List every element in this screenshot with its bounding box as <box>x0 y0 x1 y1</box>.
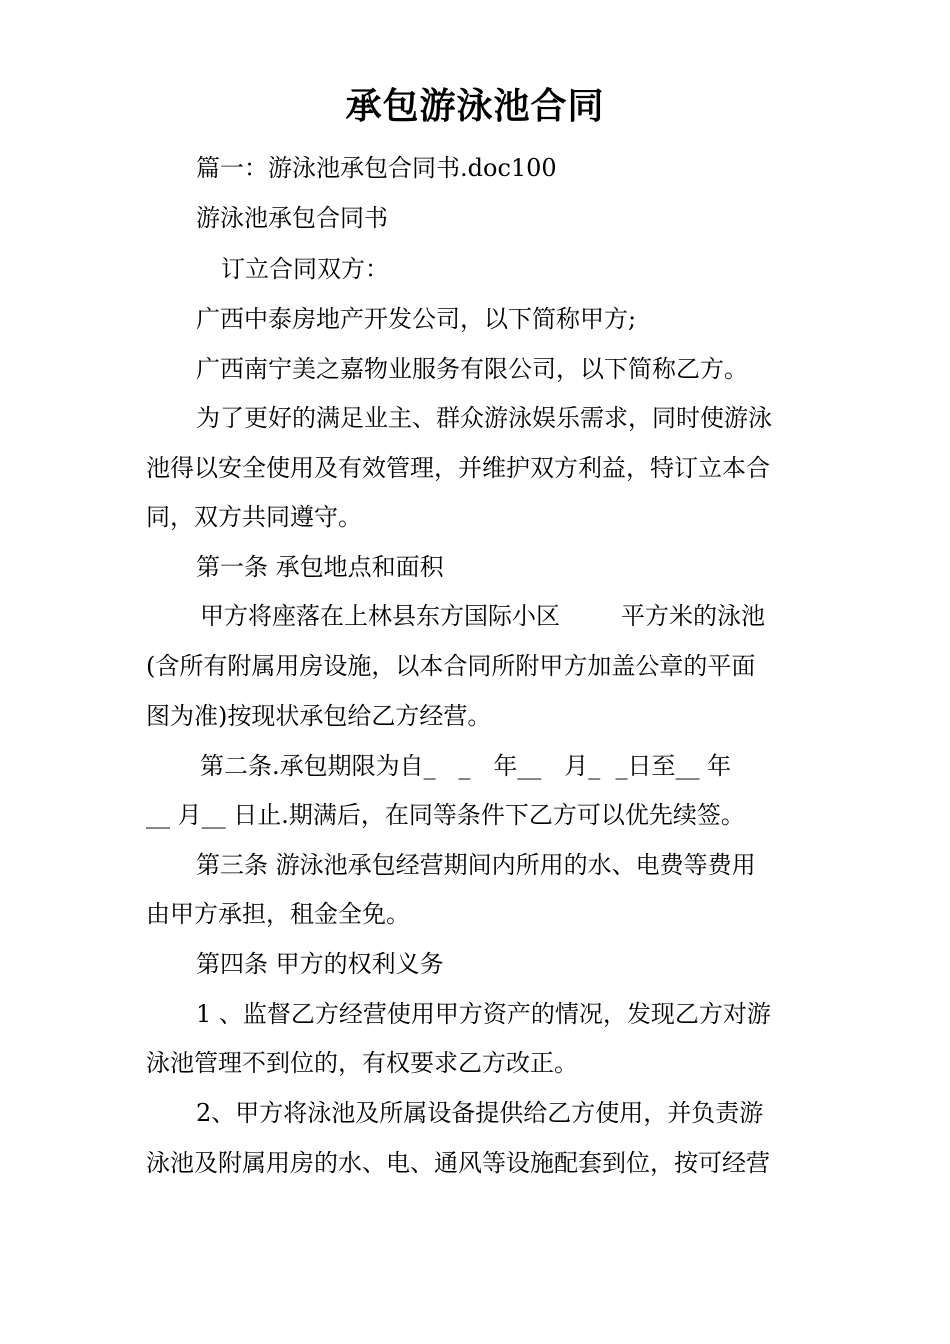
article-4-item-2-line: 2、甲方将泳池及所属设备提供给乙方使用，并负责游 <box>196 1099 764 1127</box>
article-2-line: __ 月__ 日止.期满后，在同等条件下乙方可以优先续签。 <box>146 801 745 829</box>
article-2-line: 第二条.承包期限为自_ _ 年__ 月_ _日至__ 年 <box>200 752 732 780</box>
party-b: 广西南宁美之嘉物业服务有限公司，以下简称乙方。 <box>196 355 748 383</box>
document-title: 承包游泳池合同 <box>345 86 605 127</box>
document-subtitle: 篇一：游泳池承包合同书.doc100 <box>196 154 557 182</box>
intro-line: 为了更好的满足业主、群众游泳娱乐需求，同时使游泳 <box>196 404 772 432</box>
article-1-title: 第一条 承包地点和面积 <box>196 553 444 581</box>
article-4-item-1-line: 泳池管理不到位的，有权要求乙方改正。 <box>146 1049 578 1077</box>
contract-heading: 游泳池承包合同书 <box>196 204 388 232</box>
party-a: 广西中泰房地产开发公司，以下简称甲方; <box>196 305 637 333</box>
intro-line: 池得以安全使用及有效管理，并维护双方利益，特订立本合 <box>146 454 770 482</box>
article-3-line: 第三条 游泳池承包经营期间内所用的水、电费等费用 <box>196 851 756 879</box>
article-1-line: 甲方将座落在上林县东方国际小区 平方米的泳池 <box>200 602 766 630</box>
article-3-line: 由甲方承担，租金全免。 <box>146 900 410 928</box>
intro-line: 同，双方共同遵守。 <box>146 503 362 531</box>
article-1-line: 图为准)按现状承包给乙方经营。 <box>146 702 492 730</box>
article-4-item-2-line: 泳池及附属用房的水、电、通风等设施配套到位，按可经营 <box>146 1149 770 1177</box>
article-1-line: (含所有附属用房设施，以本合同所附甲方加盖公章的平面 <box>146 652 756 680</box>
article-4-title: 第四条 甲方的权利义务 <box>196 950 444 978</box>
article-4-item-1-line: 1 、监督乙方经营使用甲方资产的情况，发现乙方对游 <box>196 1000 771 1028</box>
parties-label: 订立合同双方： <box>221 255 389 283</box>
